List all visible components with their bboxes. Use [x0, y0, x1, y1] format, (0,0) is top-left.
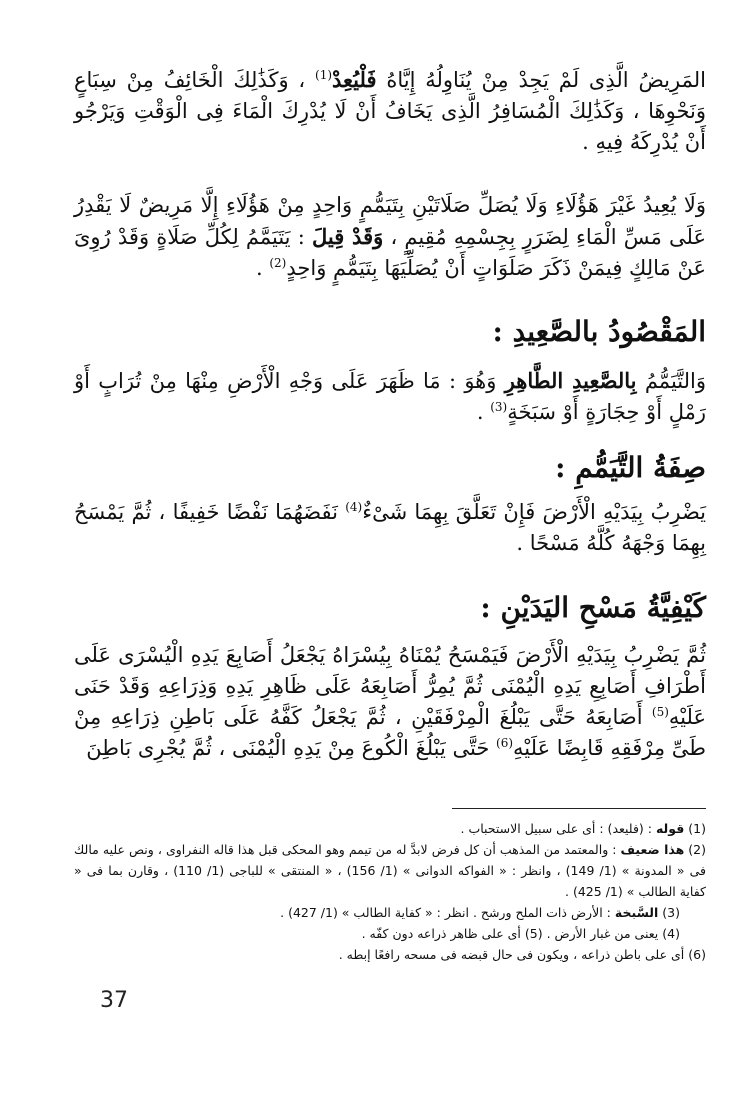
- section-heading-description-of-tayammum: صِفَةُ التَّيَمُّمِ :: [555, 451, 706, 484]
- page-number: 37: [100, 988, 128, 1013]
- paragraph-1: [74, 64, 706, 158]
- paragraph-2-text-end: .: [255, 256, 263, 280]
- footnote-ref-1: (1): [315, 68, 333, 82]
- paragraph-5-text-middle: أَصَابِعَهُ حَتَّى يَبْلُغَ الْمِرْفَقَيْنِ ، ثُمَّ يَجْعَلُ كَفَّهُ عَلَى بَاطِنِ ذِرَاعِهِ مِنْ طَىِّ مِرْفَقِهِ قَابِضًا عَلَيْهِ: [74, 705, 706, 760]
- paragraph-2: [74, 190, 706, 284]
- paragraph-4: [74, 497, 706, 559]
- footnote-bold-term: هذا ضعيف: [620, 842, 685, 857]
- paragraph-3-text-end: .: [476, 400, 484, 424]
- footnote-text: : الأرض ذات الملح ورشح . انظر : « كفاية الطالب » (1/ 427) .: [280, 905, 611, 920]
- paragraph-2-text-start: وَلَا يُعِيدُ غَيْرَ هَؤُلَاءِ وَلَا يُصَلِّ صَلَاتَيْنِ بِتَيَمُّمٍ وَاحِدٍ مِنْ هَؤُلَاءِ إِلَّا مَرِيضٌ لَا يَقْدِرُ عَلَى مَسِّ الْمَاءِ لِضَرَرٍ بِجِسْمِهِ مُقِيمٍ ،: [74, 193, 706, 249]
- paragraph-1-text-start: المَرِيضُ الَّذِى لَمْ يَجِدْ مِنْ يُنَاوِلُهُ إِيَّاهُ: [386, 68, 706, 92]
- footnote-number: (4): [662, 926, 680, 941]
- footnote-text: : والمعتمد من المذهب أن كل فرض لابدَّ له من تيمم وهو المحكى قبل هذا قاله النفراوى ، ونص عليه مالك فى « المدونة » (1/ 149) ، وانظر : « الفواكه الدوانى » (1/ 156) ، « المنتقى » للباجى (1/ 110) ، وقارن بما فى « كفاية الطالب » (1/ 425) .: [74, 842, 707, 899]
- footnote-bold-term: السَّبخة: [614, 905, 659, 920]
- footnote-2: [74, 839, 706, 902]
- footnote-text: : (فليعد) : أى على سبيل الاستحباب .: [460, 821, 652, 836]
- footnote-number: (1): [688, 821, 706, 836]
- footnote-text: يعنى من غبار الأرض . (5) أى على ظاهر ذراعه دون كفّه .: [361, 926, 659, 941]
- footnote-text: أى على باطن ذراعه ، ويكون فى حال قبضه فى مسحه رافعًا إبطه .: [338, 947, 685, 962]
- paragraph-5-text-start: ثُمَّ يَضْرِبُ بِيَدَيْهِ الْأَرْضَ فَيَمْسَحُ يُمْنَاهُ بِيُسْرَاهُ يَجْعَلُ أَصَابِعَ يَدِهِ الْيُسْرَى عَلَى أَطْرَافِ أَصَابِعِ يَدِهِ الْيُمْنَى ثُمَّ يُمِرُّ أَصَابِعَهُ عَلَى ظَاهِرِ يَدِهِ وَذِرَاعِهِ وَقَدْ حَنَى عَلَيْهِ: [74, 643, 706, 729]
- footnotes-divider: [452, 808, 706, 809]
- paragraph-2-bold-phrase: وَقَدْ قِيلَ: [311, 224, 384, 249]
- paragraph-5: [74, 640, 706, 764]
- footnote-number: (3): [662, 905, 680, 920]
- footnote-number: (6): [688, 947, 706, 962]
- footnote-ref-2: (2): [269, 256, 287, 270]
- footnote-1: [74, 818, 706, 839]
- paragraph-1-text-end: ، وَكَذَٰلِكَ الْخَائِفُ مِنْ سِبَاعٍ وَنَحْوِهَا ، وَكَذَٰلِكَ الْمُسَافِرُ الَّذِى يَخَافُ أَنْ لَا يُدْرِكَ الْمَاءَ فِى الْوَقْتِ وَيَرْجُو أَنْ يُدْرِكَهُ فِيهِ .: [74, 68, 706, 154]
- footnote-4-5: [74, 923, 706, 944]
- footnote-ref-6: (6): [496, 736, 514, 750]
- paragraph-3-text-start: وَالتَّيَمُّمُ: [644, 369, 706, 393]
- paragraph-3-bold-phrase: بِالصَّعِيدِ الطَّاهِرِ: [504, 368, 637, 393]
- paragraph-5-text-end: حَتَّى يَبْلُغَ الْكُوعَ مِنْ يَدِهِ الْيُمْنَى ، ثُمَّ يُجْرِى بَاطِنَ: [86, 736, 490, 760]
- footnote-6: [74, 944, 706, 965]
- footnotes: [74, 818, 706, 965]
- paragraph-1-bold-word: فَلْيُعِدْ: [332, 67, 377, 92]
- footnote-bold-term: قوله: [655, 821, 685, 836]
- section-heading-wiping-hands: كَيْفِيَّةُ مَسْحِ اليَدَيْنِ :: [480, 591, 706, 624]
- paragraph-4-text-start: يَضْرِبُ بِيَدَيْهِ الْأَرْضَ فَإِنْ تَعَلَّقَ بِهِمَا شَىْءٌ: [362, 500, 706, 524]
- footnote-ref-5: (5): [651, 705, 669, 719]
- paragraph-4-text-end: نَفَضَهُمَا نَفْضًا خَفِيفًا ، ثُمَّ يَمْسَحُ بِهِمَا وَجْهَهُ كُلَّهُ مَسْحًا .: [74, 500, 706, 555]
- section-heading-meaning-of-saeed: المَقْصُودُ بالصَّعِيدِ :: [492, 315, 706, 348]
- paragraph-2-text-middle: : يَتَيَمَّمُ لِكُلِّ صَلَاةٍ وَقَدْ رُوِىَ عَنْ مَالِكٍ فِيمَنْ ذَكَرَ صَلَوَاتٍ أَنْ يُصَلِّيَهَا بِتَيَمُّمٍ وَاحِدٍ: [74, 225, 706, 280]
- paragraph-3-text-middle: وَهُوَ : مَا ظَهَرَ عَلَى وَجْهِ الْأَرْضِ مِنْهَا مِنْ تُرَابٍ أَوْ رَمْلٍ أَوْ حِجَارَةٍ أَوْ سَبَخَةٍ: [74, 369, 706, 424]
- footnote-number: (2): [688, 842, 706, 857]
- paragraph-3: [74, 365, 706, 428]
- footnote-ref-4: (4): [345, 500, 363, 514]
- footnote-3: [74, 902, 706, 923]
- footnote-ref-3: (3): [490, 400, 508, 414]
